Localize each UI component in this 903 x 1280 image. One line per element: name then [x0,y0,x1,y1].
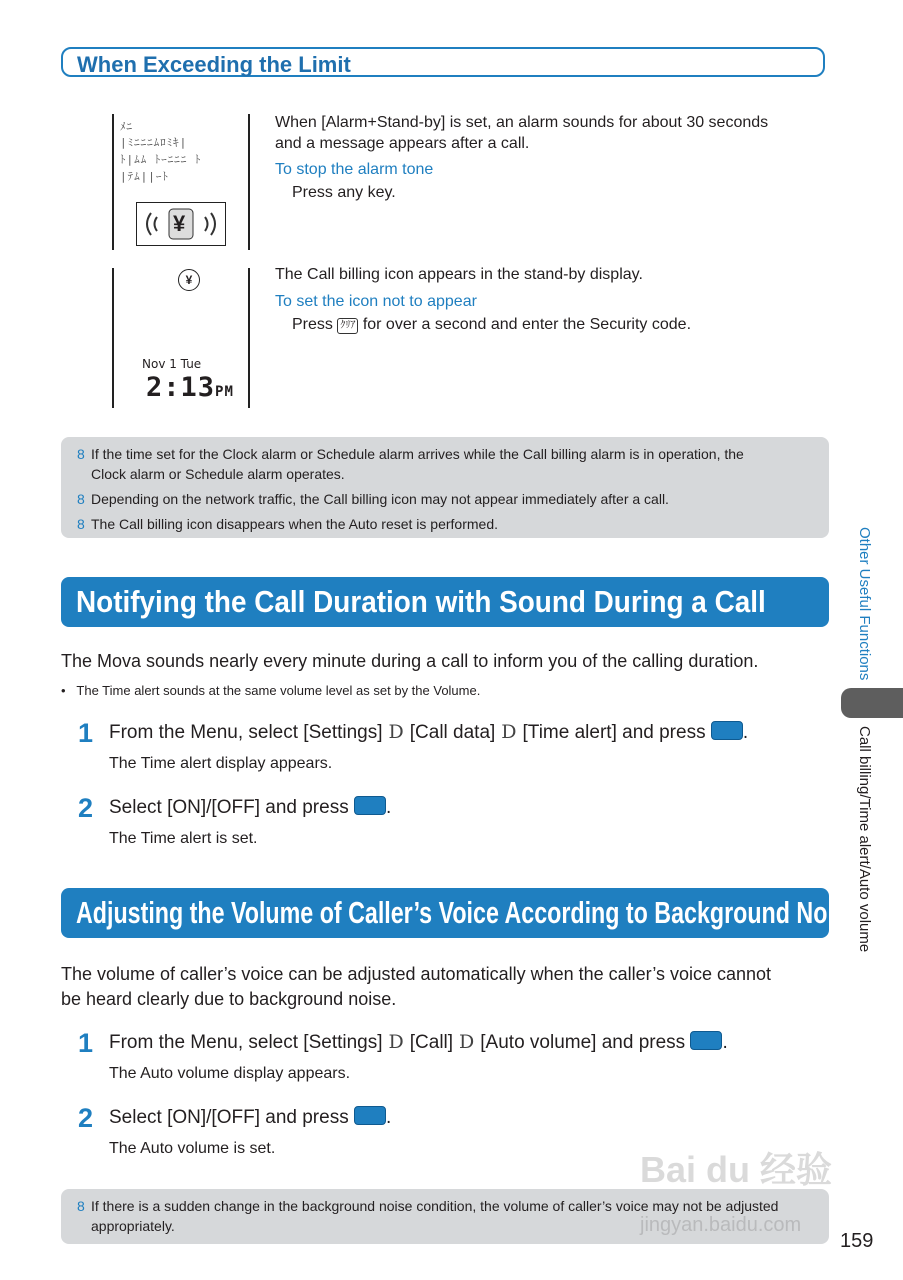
bullet-item [61,683,480,698]
call-billing-icon [178,269,200,291]
clear-key-icon: ｸﾘｱ [337,318,358,334]
text-fragment: for over a second and enter the Security code. [362,316,692,333]
text-fragment: Select [ON]/[OFF] and press [109,1107,349,1128]
text-line: and a message appears after a call. [275,135,530,152]
section-intro: The Mova sounds nearly every minute during a call to inform you of the calling duration. [61,651,759,671]
text-fragment: [Time alert] and press [522,722,706,743]
section-intro [61,962,841,1012]
chapter-side-label: Other Useful Functions [856,527,873,681]
text-fragment: From the Menu, select [Settings] [109,722,383,743]
note-text: The Call billing icon disappears when the Auto reset is performed. [91,516,498,532]
note-item [77,489,669,509]
clock-ampm: PM [215,384,234,400]
step-number: 1 [78,1028,94,1058]
text-fragment: [Call data] [409,722,496,743]
step-result: The Time alert display appears. [109,755,333,772]
watermark-url: jingyan.baidu.com [640,1214,802,1236]
alarm-icon-frame [136,202,226,246]
enter-key-icon [354,1106,386,1125]
text-fragment: [Auto volume] and press [480,1032,686,1053]
enter-key-icon [354,796,386,815]
step-instruction: From the Menu, select [Settings] D [Call data] D [Time alert] and press . [109,721,749,743]
text-fragment: Press [292,316,333,333]
stop-alarm-instruction: Press any key. [292,184,396,201]
section-heading-box [61,47,825,77]
note-bullet: 8 [77,1198,85,1214]
section-heading: When Exceeding the Limit [77,52,351,77]
step-result: The Time alert is set. [109,830,258,847]
note-text: appropriately. [91,1218,175,1234]
step-instruction: From the Menu, select [Settings] D [Call] D [Auto volume] and press . [109,1031,728,1053]
menu-separator-icon: D [501,721,517,743]
page-number: 159 [840,1230,874,1252]
enter-key-icon [711,721,743,740]
clock-date: Nov 1 Tue [142,357,202,371]
hide-icon-instruction [292,314,691,335]
screen-text-line: |ﾐﾆﾆﾆﾑﾛﾐｷ| [120,136,188,149]
phone-screen-alarm [112,114,250,250]
step-instruction: Select [ON]/[OFF] and press . [109,1107,392,1128]
bullet-text: The Time alert sounds at the same volume level as set by the Volume. [76,683,481,698]
section-title: Notifying the Call Duration with Sound During a Call [76,584,766,619]
note-text: Clock alarm or Schedule alarm operates. [91,466,345,482]
step-result: The Auto volume display appears. [109,1065,351,1082]
screen-text-line: |ﾃﾑ||ｰﾄ [120,170,169,183]
enter-key-icon [690,1031,722,1050]
note-text: If there is a sudden change in the background noise condition, the volume of caller’s voice may not be adjusted [91,1198,779,1214]
step-number: 2 [78,793,94,823]
note-bullet: 8 [77,516,85,532]
yen-symbol: ¥ [185,273,193,287]
bullet-mark: • [61,683,66,698]
text-fragment: From the Menu, select [Settings] [109,1032,383,1053]
note-bullet: 8 [77,491,85,507]
stop-alarm-subheading: To stop the alarm tone [275,161,434,178]
menu-separator-icon: D [459,1031,475,1053]
alarm-description [275,112,835,154]
note-item [77,444,744,464]
menu-separator-icon: D [388,721,404,743]
section-banner [61,577,829,627]
text-line: When [Alarm+Stand-by] is set, an alarm sounds for about 30 seconds [275,114,769,131]
note-item [77,1196,778,1216]
note-bullet: 8 [77,446,85,462]
step-result: The Auto volume is set. [109,1140,276,1157]
step-instruction: Select [ON]/[OFF] and press . [109,797,392,818]
hide-icon-subheading: To set the icon not to appear [275,293,477,310]
screen-text-line: ﾄ|ﾑﾑ ﾄｰﾆﾆﾆ ﾄ [120,153,202,166]
note-text: If the time set for the Clock alarm or Schedule alarm arrives while the Call billing alarm is in operation, the [91,446,744,462]
yen-symbol: ¥ [173,211,186,236]
section-banner [61,888,860,938]
chapter-tab [841,688,903,718]
step-number: 2 [78,1103,94,1133]
menu-separator-icon: D [388,1031,404,1053]
notes-box [61,437,829,538]
screen-text-line: ﾒﾆ [120,120,133,133]
text-fragment: [Call] [409,1032,454,1053]
phone-screen-standby [112,268,250,408]
note-item [77,514,498,534]
clock-time-value: 2:13 [146,372,216,403]
text-line: The volume of caller’s voice can be adjusted automatically when the caller’s voice cannot [61,964,772,984]
watermark-logo: Bai du 经验 [640,1149,833,1190]
standby-description: The Call billing icon appears in the stand-by display. [275,266,643,283]
step-number: 1 [78,718,94,748]
note-text: Depending on the network traffic, the Call billing icon may not appear immediately after a call. [91,491,669,507]
text-line: be heard clearly due to background noise. [61,989,397,1009]
topic-side-label: Call billing/Time alert/Auto volume [856,726,873,953]
text-fragment: Select [ON]/[OFF] and press [109,797,349,818]
section-title: Adjusting the Volume of Caller’s Voice According to Background Noise [76,895,860,930]
clock-time [146,372,234,403]
